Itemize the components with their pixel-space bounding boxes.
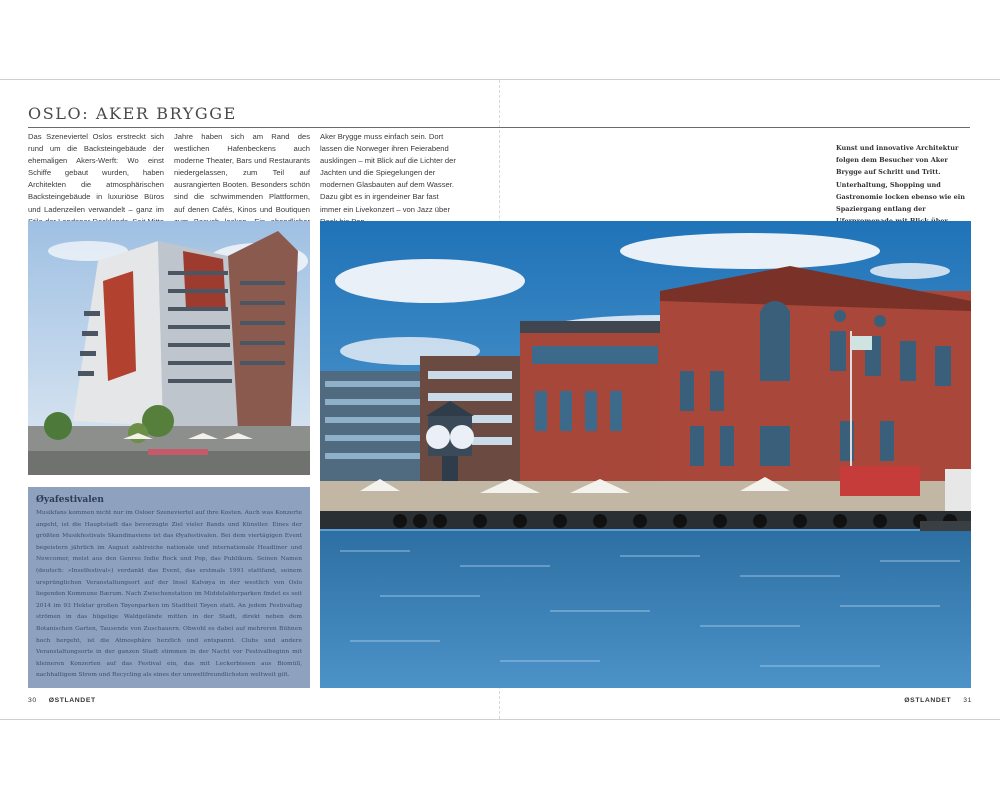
footer-right <box>904 697 972 704</box>
book-spread <box>0 79 1000 720</box>
infobox-text: Musikfans kommen nicht nur im Osloer Szeneviertel auf ihre Kosten. Auch was Konzerte angeht, ist die Hauptstadt das bevorzugte Ziel vieler Bands und Künstler. Eines der größten Musikfestivals Skandinaviens ist das Øyafestivalen. Bei dem viertägigen Event begeistern jährlich im August zahlreiche nationale und internationale Headliner und Newcomer, meist aus den Genres Indie Rock und Pop, das Publikum. Seinen Namen (deutsch: »Inselfestival«) verdankt das Event, das erstmals 1991 stattfand, seinem ursprünglichen Veranstaltungsort auf der Insel Kalvøya in der westlich von Oslo liegenden Kommune Bærum. Nach Zwischenstation im Middelalderparken findet es seit 2014 im 93 Hektar großen Tøyenparken im Stadtteil Tøyen statt. An jedem Festivaltag strömen in das hügelige Waldgelände mitten in der Stadt, direkt neben dem Botanischen Garten, Tausende von Zuschauern. Obwohl es dabei auf mehreren Bühnen hoch hergeht, ist die Atmosphäre herzlich und entspannt. Clubs und andere Veranstaltungsorte in der ganzen Stadt stimmen in der Nacht vor Festivalbeginn mit kleineren Konzerten auf das Festival ein, das mit Leckerbissen aus Biomüll, nachhaltigem Strom und Recycling als eines der umweltfreundlichsten weltweit gilt. <box>36 510 302 679</box>
infobox-title: Øyafestivalen <box>36 495 104 505</box>
page-number-left: 30 <box>28 697 37 704</box>
modern-apartment-building-photo <box>28 221 310 475</box>
page-title: OSLO: AKER BRYGGE <box>28 104 237 123</box>
harbor-illustration <box>320 221 971 688</box>
photo-caption: Kunst und innovative Architektur folgen dem Besucher von Aker Brygge auf Schritt und Tritt. Unterhaltung, Shopping und Gastronomie locken ebenso wie ein Spaziergang entlang der <box>836 144 965 214</box>
section-label-right: ØSTLANDET <box>904 697 952 704</box>
building-illustration <box>28 221 310 475</box>
body-column-2: Jahre haben sich am Rand des westlichen Hafenbeckens auch moderne Theater, Bars und Restaurants niedergelassen, zum Teil auf ausrangierten Booten. Besonders schön sind die schwimmenden Plattformen, auf denen Cafés, Kinos und Boutiquen <box>174 132 310 214</box>
aker-brygge-harbor-photo <box>320 221 971 688</box>
body-column-3: Aker Brygge muss einfach sein. Dort lassen die Norweger ihren Feierabend ausklingen – mit Blick auf die Lichter der Jachten und die Spiegelungen der modernen Glasbauten auf dem Wasser. Dazu gibt es in irgendeiner Bar fast immer ein Livekonzert – von Jazz über <box>320 132 456 214</box>
title-rule <box>28 127 970 128</box>
footer-left <box>28 697 96 704</box>
body-column-1: Das Szeneviertel Oslos erstreckt sich rund um die Backsteingebäude der ehemaligen Akers-Werft: Wo einst Schiffe gebaut wurden, haben Architekten die atmosphärischen Backsteingebäude in luxuriöse Büros und Ladenzeilen verwandelt – ganz im <box>28 132 164 214</box>
page-number-right: 31 <box>963 697 972 704</box>
section-label-left: ØSTLANDET <box>48 697 96 704</box>
infobox-oyafestivalen <box>28 487 310 688</box>
